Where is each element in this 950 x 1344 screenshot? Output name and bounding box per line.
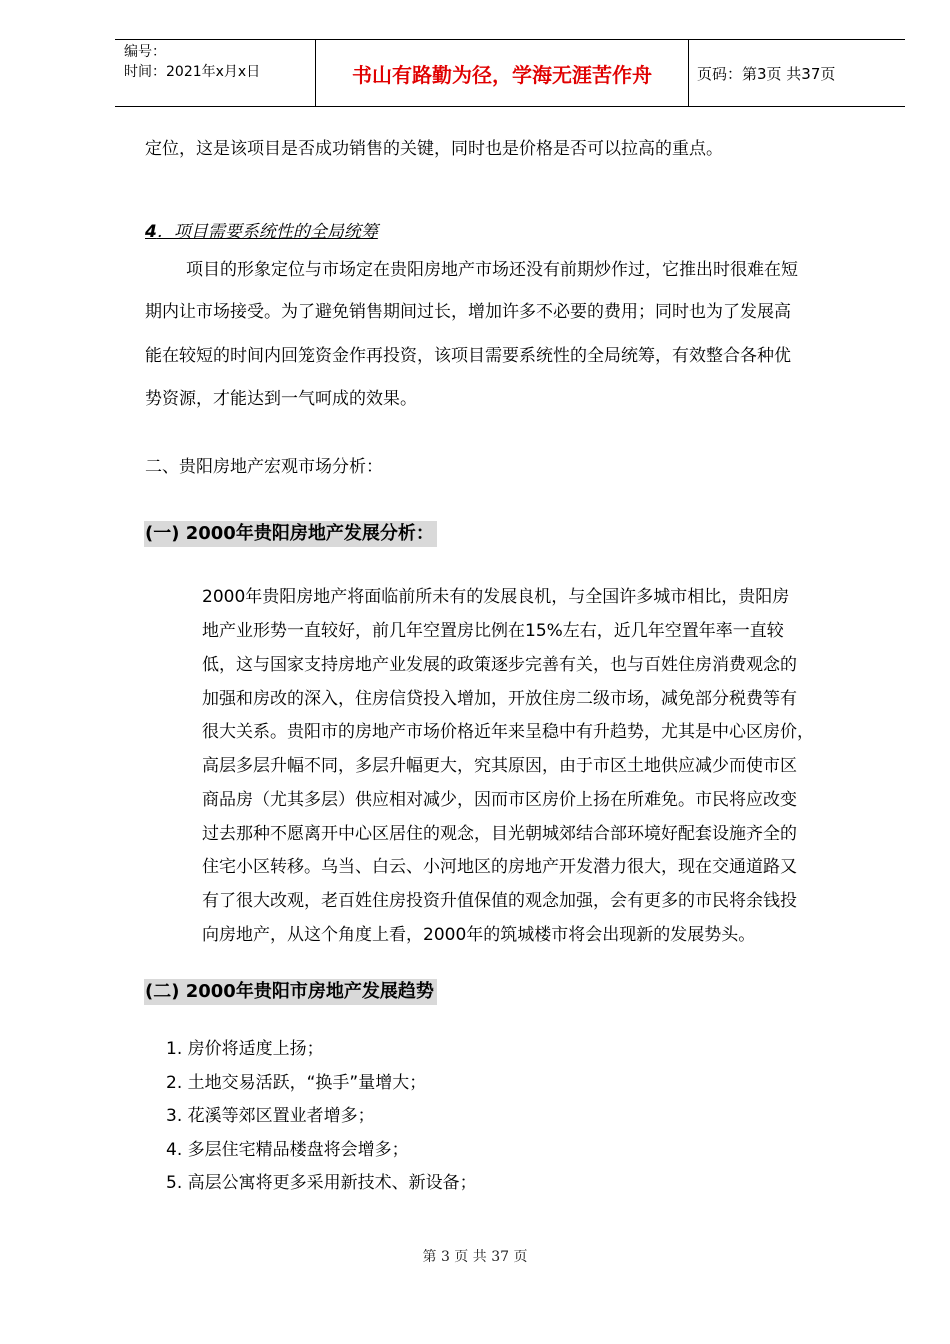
sub1-line: 2000年贵阳房地产将面临前所未有的发展良机，与全国许多城市相比，贵阳房 (202, 587, 790, 607)
para4-line: 项目的形象定位与市场定在贵阳房地产市场还没有前期炒作过，它推出时很难在短 (186, 260, 798, 280)
page-header (115, 39, 905, 107)
sub1-line: 低，这与国家支持房地产业发展的政策逐步完善有关，也与百姓住房消费观念的 (202, 655, 797, 675)
sub1-line: 商品房（尤其多层）供应相对减少，因而市区房价上扬在所难免。市民将应改变 (202, 790, 797, 810)
header-meta (115, 40, 316, 106)
sub1-line: 很大关系。贵阳市的房地产市场价格近年来呈稳中有升趋势，尤其是中心区房价， (202, 722, 814, 742)
sub1-line: 高层多层升幅不同，多层升幅更大，究其原因，由于市区土地供应减少而使市区 (202, 756, 797, 776)
sub1-line: 有了很大改观，老百姓住房投资升值保值的观念加强，会有更多的市民将余钱投 (202, 891, 797, 911)
trend-item: 2. 土地交易活跃，“换手”量增大； (166, 1073, 427, 1093)
para4-line: 能在较短的时间内回笼资金作再投资，该项目需要系统性的全局统筹，有效整合各种优 (145, 346, 791, 366)
doc-id-label: 编号： (124, 44, 166, 60)
para4-line: 期内让市场接受。为了避免销售期间过长，增加许多不必要的费用；同时也为了发展高 (145, 302, 791, 322)
section-4-heading (145, 217, 378, 242)
para4-line: 势资源，才能达到一气呵成的效果。 (145, 389, 417, 409)
sub1-line: 过去那种不愿离开中心区居住的观念，目光朝城郊结合部环境好配套设施齐全的 (202, 824, 797, 844)
page-footer: 第 3 页 共 37 页 (422, 1249, 528, 1265)
header-page-label: 页码：第3页 共37页 (697, 64, 836, 83)
trend-item: 3. 花溪等郊区置业者增多； (166, 1106, 375, 1126)
trend-item: 1. 房价将适度上扬； (166, 1039, 324, 1059)
subsection-1-heading: (一) 2000年贵阳房地产发展分析： (144, 521, 437, 547)
chapter-2-heading: 二、贵阳房地产宏观市场分析： (145, 457, 383, 477)
trend-item: 5. 高层公寓将更多采用新技术、新设备； (166, 1173, 477, 1193)
sub1-line: 加强和房改的深入，住房信贷投入增加，开放住房二级市场，减免部分税费等有 (202, 689, 797, 709)
trend-item: 4. 多层住宅精品楼盘将会增多； (166, 1140, 409, 1160)
doc-time-label: 时间：2021年x月x日 (124, 64, 261, 80)
section-4-title: ．项目需要系统性的全局统筹 (156, 222, 378, 242)
sub1-line: 地产业形势一直较好，前几年空置房比例在15%左右，近几年空置年率一直较 (202, 621, 784, 641)
sub1-line: 向房地产，从这个角度上看，2000年的筑城楼市将会出现新的发展势头。 (202, 925, 756, 945)
sub1-line: 住宅小区转移。乌当、白云、小河地区的房地产开发潜力很大，现在交通道路又 (202, 857, 797, 877)
subsection-2-heading: (二) 2000年贵阳市房地产发展趋势 (144, 979, 437, 1005)
section-4-number: 4 (145, 222, 157, 242)
intro-line: 定位，这是该项目是否成功销售的关键，同时也是价格是否可以拉高的重点。 (145, 139, 723, 159)
header-motto: 书山有路勤为径，学海无涯苦作舟 (316, 40, 689, 106)
